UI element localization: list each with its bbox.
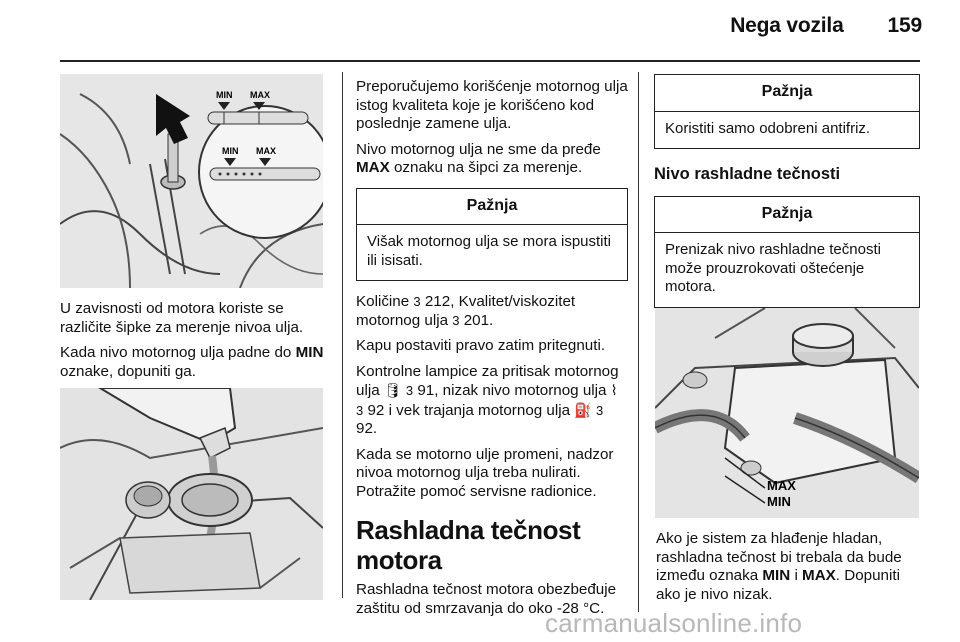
xref-arrow-icon: 3 bbox=[405, 383, 414, 398]
paragraph-references: Količine 3 212, Kvalitet/viskozitet motornog ulja 3 201. bbox=[356, 293, 576, 329]
caution-box-excess-oil bbox=[356, 188, 628, 282]
xref-arrow-icon: 3 bbox=[452, 312, 460, 328]
column-divider-1 bbox=[342, 72, 343, 598]
caution-box-antifreeze bbox=[654, 74, 920, 149]
paragraph-max-level: Nivo motornog ulja ne sme da pređe MAX oznaku na šipci za merenje. bbox=[356, 140, 601, 176]
dip-min-label-top: MIN bbox=[216, 90, 233, 100]
column-3-text bbox=[654, 74, 920, 308]
max-bold: MAX bbox=[802, 567, 836, 584]
oil-level-icon: ⌇ bbox=[610, 382, 618, 398]
heading-engine-coolant: Rashladna tečnost motora bbox=[356, 515, 581, 575]
caution-text: Višak motornog ulja se mora ispustiti ili isisati. bbox=[367, 233, 611, 269]
caution-text: Koristiti samo odobreni antifriz. bbox=[665, 119, 871, 137]
oil-filling-illustration bbox=[60, 388, 323, 600]
section-title: Nega vozila bbox=[730, 14, 844, 37]
dip-max-label-bottom: MAX bbox=[256, 146, 276, 156]
header-rule bbox=[60, 60, 920, 62]
watermark: carmanualsonline.info bbox=[545, 608, 803, 638]
paragraph-oil-quality: Preporučujemo korišćenje motornog ulja istog kvaliteta koje je korišćeno kod poslednje zamene ulja. bbox=[356, 78, 628, 132]
caution-title: Pažnja bbox=[357, 189, 627, 226]
column-3-bottom-text bbox=[656, 530, 922, 611]
paragraph-oil-change-reset: Kada se motorno ulje promeni, nadzor nivoa motornog ulja treba nulirati. Potražite pomoć servisne radionice. bbox=[356, 445, 614, 500]
oil-pressure-icon: 🛢 bbox=[383, 382, 402, 398]
dip-min-label-bottom: MIN bbox=[222, 146, 239, 156]
max-bold: MAX bbox=[356, 159, 390, 176]
paragraph-dipsticks: U zavisnosti od motora koriste se različite šipke za merenje nivoa ulja. bbox=[60, 300, 304, 336]
dip-max-label-top: MAX bbox=[250, 90, 270, 100]
page-number: 159 bbox=[887, 14, 922, 37]
paragraph-control-lamps: Kontrolne lampice za pritisak motornog ulja 🛢 3 91, nizak nivo motornog ulja ⌇ 3 92 i vek trajanja motornog ulja ⛽ 3 92. bbox=[356, 362, 619, 437]
caution-title: Pažnja bbox=[655, 197, 919, 234]
coolant-max-label: MAX bbox=[767, 478, 796, 493]
xref-arrow-icon: 3 bbox=[356, 402, 364, 418]
paragraph-refill: Kada nivo motornog ulja padne do MIN oznake, dopuniti ga. bbox=[60, 344, 324, 380]
paragraph-cap: Kapu postaviti pravo zatim pritegnuti. bbox=[356, 337, 606, 354]
min-bold: MIN bbox=[762, 567, 791, 584]
xref-arrow-icon: 3 bbox=[413, 294, 421, 309]
xref-arrow-icon: 3 bbox=[595, 402, 604, 418]
column-1-text bbox=[60, 300, 330, 388]
paragraph-coolant-protection: Rashladna tečnost motora obezbeđuje zaštitu od smrzavanja do oko -28 °C. bbox=[356, 581, 617, 617]
heading-coolant-level: Nivo rashladne tečnosti bbox=[654, 165, 841, 183]
page-header bbox=[730, 14, 922, 38]
column-2-text bbox=[356, 78, 628, 625]
column-divider-2 bbox=[638, 72, 639, 612]
dipstick-illustration bbox=[60, 74, 323, 288]
caution-box-low-coolant bbox=[654, 196, 920, 308]
caution-text: Prenizak nivo rashladne tečnosti može prouzrokovati oštećenje motora. bbox=[665, 241, 881, 295]
coolant-min-label: MIN bbox=[767, 494, 791, 509]
coolant-reservoir-illustration bbox=[655, 308, 919, 518]
min-bold: MIN bbox=[295, 344, 324, 361]
oil-life-icon: ⛽ bbox=[574, 401, 592, 418]
paragraph-coolant-level-check: Ako je sistem za hlađenje hladan, rashladna tečnost bi trebala da bude između oznaka MIN i MAX. Dopuniti ako je nivo nizak. bbox=[656, 530, 902, 603]
caution-title: Pažnja bbox=[655, 75, 919, 112]
